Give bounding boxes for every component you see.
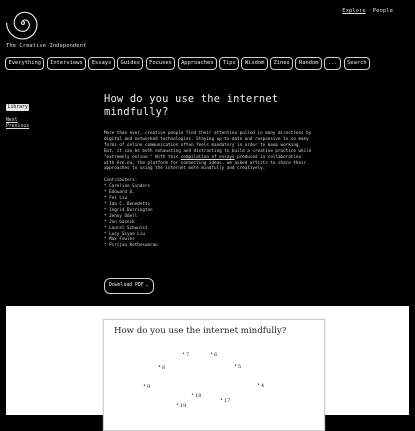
article <box>104 93 314 249</box>
article-title: How do you use the internet mindfully? <box>104 93 279 118</box>
category-everything[interactable]: Everything <box>5 57 44 70</box>
connect-dot: • 17 <box>220 399 230 404</box>
category-essays[interactable]: Essays <box>88 57 114 70</box>
nav-people-link[interactable]: People <box>372 8 393 14</box>
connect-dot: • 6 <box>210 353 217 358</box>
zine-title: How do you use the internet mindfully? <box>114 326 287 336</box>
category-guides[interactable]: Guides <box>117 57 143 70</box>
zine-cover[interactable] <box>103 319 325 431</box>
site-title[interactable]: The Creative Independent <box>6 43 87 49</box>
nav-explore-link[interactable]: Explore <box>342 8 366 14</box>
category-more-button[interactable]: ... <box>324 57 341 70</box>
category-nav <box>5 57 370 70</box>
download-pdf-button[interactable] <box>104 278 154 294</box>
category-tips[interactable]: Tips <box>219 57 239 70</box>
contributor-item: * Jon Gacnik <box>104 219 135 225</box>
contributor-item: * Ida C. Benedetto <box>104 201 151 207</box>
contributor-item: * Lucy Siyao Liu <box>104 231 145 237</box>
contributor-item: * Ingrid Burrington <box>104 207 153 213</box>
library-badge[interactable]: Library <box>7 105 28 110</box>
contributor-item: * Laurel Schwulst <box>104 225 148 231</box>
contributor-item: * Pirijan Ketheswaran <box>104 243 158 249</box>
top-nav <box>342 8 393 14</box>
category-zines[interactable]: Zines <box>270 57 293 70</box>
download-label: Download PDF <box>109 283 144 288</box>
sidebar <box>6 93 36 130</box>
contributor-item: * Max Fowler <box>104 237 135 243</box>
category-wisdom[interactable]: Wisdom <box>241 57 267 70</box>
contributor-item: * Édouard U. <box>104 190 135 196</box>
category-random[interactable]: Random <box>295 57 321 70</box>
search-button[interactable]: Search <box>344 57 370 70</box>
contributor-item: * Jenny Odell <box>104 213 138 219</box>
category-interviews[interactable]: Interviews <box>47 57 86 70</box>
category-approaches[interactable]: Approaches <box>178 57 217 70</box>
connect-dot: • 18 <box>191 394 201 399</box>
article-body: More than ever, creative people find their attention pulled in many directions by digital and networked technologies. Staying up-to-date and responsive to so many forms of online communication often feels mandatory in order to keep working. But, it can be both exhausting and distracting to build a creative practice while "extremely online." With this compilation of essays produced in collaboration with Are.na, the platform for connecting ideas, we asked artists to share their approaches to using the internet more mindfully and creatively. <box>104 131 312 172</box>
previous-link[interactable]: Previous <box>6 124 30 129</box>
contributors-list <box>104 184 314 249</box>
next-link[interactable]: Next <box>6 118 18 123</box>
connect-dot: • 7 <box>182 353 189 358</box>
contributors-heading: Contributors: <box>104 178 138 184</box>
connect-dot: • 19 <box>176 404 186 409</box>
category-focuses[interactable]: Focuses <box>146 57 176 70</box>
connect-dot: • 9 <box>143 385 150 390</box>
contributor-item: * Caroline Sinders <box>104 184 151 190</box>
connect-dot: • 5 <box>234 365 241 370</box>
compilation-link[interactable]: compilation of essays <box>180 154 235 160</box>
connect-dot: • 4 <box>257 384 264 389</box>
zine-preview <box>6 306 409 415</box>
spiral-logo-icon[interactable] <box>4 4 42 42</box>
contributor-item: * Fei Liu <box>104 196 128 202</box>
chevron-down-icon: ⌄ <box>145 283 149 288</box>
connect-dot: • 8 <box>158 366 165 371</box>
